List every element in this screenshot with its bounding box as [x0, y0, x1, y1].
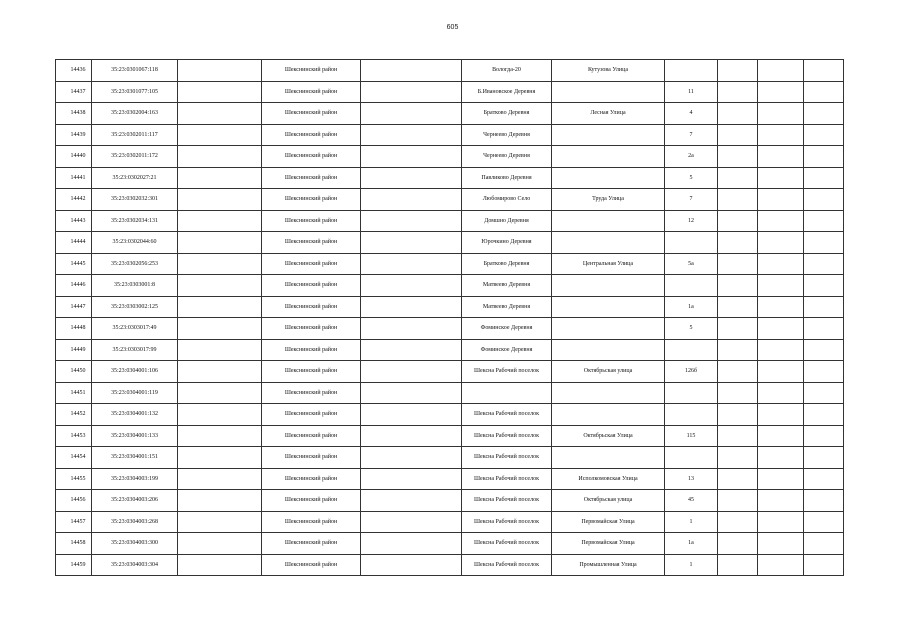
row-number-cell: 14440 [56, 146, 92, 168]
house-number-cell: 115 [665, 425, 718, 447]
cadastral-number-cell: 35:23:0304003:206 [92, 490, 178, 512]
district-cell: Шекснинский район [262, 146, 361, 168]
district-cell: Шекснинский район [262, 253, 361, 275]
empty-cell [361, 275, 462, 297]
table-row [56, 253, 844, 275]
empty-cell [804, 468, 844, 490]
table-row [56, 533, 844, 555]
table-row [56, 232, 844, 254]
empty-cell [758, 490, 804, 512]
empty-cell [804, 103, 844, 125]
empty-cell [804, 447, 844, 469]
empty-cell [178, 275, 262, 297]
house-number-cell: 13 [665, 468, 718, 490]
table-row [56, 189, 844, 211]
empty-cell [718, 490, 758, 512]
table-row [56, 318, 844, 340]
empty-cell [804, 533, 844, 555]
empty-cell [178, 253, 262, 275]
empty-cell [758, 81, 804, 103]
district-cell: Шекснинский район [262, 167, 361, 189]
row-number-cell: 14438 [56, 103, 92, 125]
row-number-cell: 14458 [56, 533, 92, 555]
empty-cell [178, 339, 262, 361]
row-number-cell: 14456 [56, 490, 92, 512]
empty-cell [178, 167, 262, 189]
table-row [56, 81, 844, 103]
table-row [56, 167, 844, 189]
cadastral-number-cell: 35:23:0302027:21 [92, 167, 178, 189]
cadastral-number-cell: 35:23:0304003:300 [92, 533, 178, 555]
empty-cell [178, 124, 262, 146]
empty-cell [178, 210, 262, 232]
row-number-cell: 14442 [56, 189, 92, 211]
empty-cell [804, 210, 844, 232]
table-row [56, 468, 844, 490]
empty-cell [804, 253, 844, 275]
empty-cell [758, 60, 804, 82]
district-cell: Шекснинский район [262, 361, 361, 383]
empty-cell [758, 296, 804, 318]
empty-cell [804, 361, 844, 383]
empty-cell [178, 468, 262, 490]
empty-cell [804, 404, 844, 426]
locality-cell: Домшно Деревня [462, 210, 552, 232]
empty-cell [718, 253, 758, 275]
empty-cell [758, 468, 804, 490]
street-cell: Центральная Улица [552, 253, 665, 275]
district-cell: Шекснинский район [262, 318, 361, 340]
empty-cell [361, 210, 462, 232]
row-number-cell: 14455 [56, 468, 92, 490]
table-row [56, 511, 844, 533]
locality-cell: Шексна Рабочий поселок [462, 425, 552, 447]
empty-cell [804, 511, 844, 533]
empty-cell [361, 404, 462, 426]
cadastral-number-cell: 35:23:0302034:131 [92, 210, 178, 232]
empty-cell [804, 296, 844, 318]
empty-cell [804, 382, 844, 404]
empty-cell [804, 554, 844, 576]
empty-cell [758, 361, 804, 383]
row-number-cell: 14453 [56, 425, 92, 447]
empty-cell [361, 296, 462, 318]
locality-cell: Братково Деревня [462, 103, 552, 125]
empty-cell [718, 232, 758, 254]
empty-cell [718, 404, 758, 426]
street-cell: Октябрьская улица [552, 490, 665, 512]
table-row [56, 103, 844, 125]
district-cell: Шекснинский район [262, 60, 361, 82]
district-cell: Шекснинский район [262, 339, 361, 361]
house-number-cell: 1а [665, 533, 718, 555]
locality-cell: Шексна Рабочий поселок [462, 511, 552, 533]
row-number-cell: 14445 [56, 253, 92, 275]
locality-cell: Чернеево Деревня [462, 124, 552, 146]
street-cell [552, 167, 665, 189]
locality-cell: Шексна Рабочий поселок [462, 533, 552, 555]
empty-cell [804, 60, 844, 82]
row-number-cell: 14436 [56, 60, 92, 82]
street-cell: Октябрьская Улица [552, 425, 665, 447]
house-number-cell: 5 [665, 318, 718, 340]
district-cell: Шекснинский район [262, 382, 361, 404]
cadastral-number-cell: 35:23:0304001:151 [92, 447, 178, 469]
cadastral-number-cell: 35:23:0304003:304 [92, 554, 178, 576]
district-cell: Шекснинский район [262, 210, 361, 232]
empty-cell [718, 103, 758, 125]
row-number-cell: 14439 [56, 124, 92, 146]
empty-cell [718, 382, 758, 404]
empty-cell [804, 167, 844, 189]
empty-cell [178, 490, 262, 512]
empty-cell [361, 533, 462, 555]
empty-cell [758, 447, 804, 469]
street-cell [552, 146, 665, 168]
locality-cell: Б.Ивановское Деревня [462, 81, 552, 103]
empty-cell [758, 146, 804, 168]
empty-cell [361, 361, 462, 383]
district-cell: Шекснинский район [262, 296, 361, 318]
empty-cell [758, 167, 804, 189]
row-number-cell: 14457 [56, 511, 92, 533]
house-number-cell [665, 382, 718, 404]
street-cell [552, 296, 665, 318]
empty-cell [804, 232, 844, 254]
row-number-cell: 14454 [56, 447, 92, 469]
cadastral-number-cell: 35:23:0303002:125 [92, 296, 178, 318]
empty-cell [758, 210, 804, 232]
empty-cell [804, 425, 844, 447]
empty-cell [178, 533, 262, 555]
empty-cell [758, 318, 804, 340]
house-number-cell: 45 [665, 490, 718, 512]
row-number-cell: 14437 [56, 81, 92, 103]
street-cell [552, 210, 665, 232]
empty-cell [361, 490, 462, 512]
empty-cell [804, 189, 844, 211]
house-number-cell [665, 339, 718, 361]
house-number-cell [665, 404, 718, 426]
empty-cell [361, 232, 462, 254]
table-row [56, 361, 844, 383]
house-number-cell: 2а [665, 146, 718, 168]
table-row [56, 124, 844, 146]
empty-cell [718, 60, 758, 82]
locality-cell [462, 382, 552, 404]
empty-cell [804, 490, 844, 512]
house-number-cell: 1а [665, 296, 718, 318]
house-number-cell [665, 275, 718, 297]
street-cell: Лесная Улица [552, 103, 665, 125]
house-number-cell: 1 [665, 511, 718, 533]
empty-cell [758, 189, 804, 211]
empty-cell [718, 361, 758, 383]
cadastral-number-cell: 35:23:0301067:118 [92, 60, 178, 82]
empty-cell [361, 189, 462, 211]
district-cell: Шекснинский район [262, 468, 361, 490]
street-cell: Труда Улица [552, 189, 665, 211]
empty-cell [804, 275, 844, 297]
row-number-cell: 14451 [56, 382, 92, 404]
street-cell: Исполкомовская Улица [552, 468, 665, 490]
empty-cell [178, 296, 262, 318]
street-cell [552, 124, 665, 146]
house-number-cell: 7 [665, 124, 718, 146]
empty-cell [178, 60, 262, 82]
house-number-cell [665, 232, 718, 254]
empty-cell [758, 232, 804, 254]
locality-cell: Юрочкино Деревня [462, 232, 552, 254]
cadastral-number-cell: 35:23:0302044:60 [92, 232, 178, 254]
empty-cell [178, 103, 262, 125]
house-number-cell: 126б [665, 361, 718, 383]
row-number-cell: 14452 [56, 404, 92, 426]
empty-cell [361, 468, 462, 490]
cadastral-number-cell: 35:23:0302011:172 [92, 146, 178, 168]
empty-cell [178, 382, 262, 404]
empty-cell [758, 103, 804, 125]
district-cell: Шекснинский район [262, 124, 361, 146]
street-cell [552, 339, 665, 361]
table-row [56, 425, 844, 447]
empty-cell [718, 533, 758, 555]
house-number-cell: 1 [665, 554, 718, 576]
cadastral-number-cell: 35:23:0304003:268 [92, 511, 178, 533]
locality-cell: Любомирово Село [462, 189, 552, 211]
locality-cell: Шексна Рабочий поселок [462, 554, 552, 576]
cadastral-number-cell: 35:23:0304001:119 [92, 382, 178, 404]
street-cell [552, 275, 665, 297]
empty-cell [718, 318, 758, 340]
table-row [56, 404, 844, 426]
empty-cell [758, 404, 804, 426]
street-cell: Промышленная Улица [552, 554, 665, 576]
district-cell: Шекснинский район [262, 81, 361, 103]
locality-cell: Шексна Рабочий поселок [462, 447, 552, 469]
locality-cell: Шексна Рабочий поселок [462, 404, 552, 426]
empty-cell [758, 253, 804, 275]
locality-cell: Шексна Рабочий поселок [462, 490, 552, 512]
registry-table [55, 59, 844, 576]
district-cell: Шекснинский район [262, 511, 361, 533]
empty-cell [718, 339, 758, 361]
empty-cell [178, 81, 262, 103]
row-number-cell: 14444 [56, 232, 92, 254]
empty-cell [804, 318, 844, 340]
street-cell: Октябрьская улица [552, 361, 665, 383]
street-cell [552, 382, 665, 404]
row-number-cell: 14459 [56, 554, 92, 576]
district-cell: Шекснинский район [262, 103, 361, 125]
table-row [56, 490, 844, 512]
house-number-cell [665, 60, 718, 82]
street-cell: Первомайская Улица [552, 511, 665, 533]
house-number-cell: 11 [665, 81, 718, 103]
table-row [56, 554, 844, 576]
cadastral-number-cell: 35:23:0303001:8 [92, 275, 178, 297]
empty-cell [718, 210, 758, 232]
street-cell: Первомайская Улица [552, 533, 665, 555]
empty-cell [361, 253, 462, 275]
district-cell: Шекснинский район [262, 425, 361, 447]
row-number-cell: 14447 [56, 296, 92, 318]
district-cell: Шекснинский район [262, 275, 361, 297]
empty-cell [758, 382, 804, 404]
locality-cell: Фоминское Деревня [462, 339, 552, 361]
table-row [56, 296, 844, 318]
empty-cell [178, 511, 262, 533]
house-number-cell: 4 [665, 103, 718, 125]
empty-cell [804, 124, 844, 146]
empty-cell [178, 554, 262, 576]
empty-cell [178, 447, 262, 469]
cadastral-number-cell: 35:23:0304003:199 [92, 468, 178, 490]
empty-cell [718, 189, 758, 211]
empty-cell [718, 275, 758, 297]
cadastral-number-cell: 35:23:0301077:105 [92, 81, 178, 103]
cadastral-number-cell: 35:23:0304001:133 [92, 425, 178, 447]
cadastral-number-cell: 35:23:0302004:163 [92, 103, 178, 125]
empty-cell [718, 146, 758, 168]
empty-cell [804, 339, 844, 361]
empty-cell [804, 81, 844, 103]
cadastral-number-cell: 35:23:0304001:106 [92, 361, 178, 383]
empty-cell [361, 425, 462, 447]
empty-cell [718, 296, 758, 318]
empty-cell [718, 554, 758, 576]
empty-cell [361, 81, 462, 103]
locality-cell: Шексна Рабочий поселок [462, 361, 552, 383]
street-cell [552, 404, 665, 426]
row-number-cell: 14441 [56, 167, 92, 189]
empty-cell [361, 554, 462, 576]
empty-cell [758, 554, 804, 576]
page-number: 605 [446, 24, 459, 31]
table-row [56, 210, 844, 232]
empty-cell [361, 103, 462, 125]
locality-cell: Братково Деревня [462, 253, 552, 275]
locality-cell: Матвеево Деревня [462, 296, 552, 318]
empty-cell [804, 146, 844, 168]
district-cell: Шекснинский район [262, 447, 361, 469]
house-number-cell: 12 [665, 210, 718, 232]
empty-cell [361, 60, 462, 82]
empty-cell [718, 511, 758, 533]
locality-cell: Чернеево Деревня [462, 146, 552, 168]
district-cell: Шекснинский район [262, 404, 361, 426]
empty-cell [758, 124, 804, 146]
empty-cell [758, 275, 804, 297]
street-cell [552, 318, 665, 340]
cadastral-number-cell: 35:23:0302056:253 [92, 253, 178, 275]
empty-cell [361, 511, 462, 533]
table-row [56, 382, 844, 404]
cadastral-number-cell: 35:23:0303017:49 [92, 318, 178, 340]
table-row [56, 447, 844, 469]
empty-cell [718, 425, 758, 447]
table-row [56, 339, 844, 361]
empty-cell [718, 167, 758, 189]
locality-cell: Павликово Деревня [462, 167, 552, 189]
empty-cell [361, 318, 462, 340]
cadastral-number-cell: 35:23:0302032:301 [92, 189, 178, 211]
empty-cell [718, 124, 758, 146]
row-number-cell: 14448 [56, 318, 92, 340]
table-row [56, 60, 844, 82]
empty-cell [178, 189, 262, 211]
street-cell [552, 81, 665, 103]
empty-cell [758, 339, 804, 361]
empty-cell [361, 146, 462, 168]
row-number-cell: 14449 [56, 339, 92, 361]
district-cell: Шекснинский район [262, 189, 361, 211]
row-number-cell: 14450 [56, 361, 92, 383]
empty-cell [361, 382, 462, 404]
table-row [56, 275, 844, 297]
house-number-cell: 5 [665, 167, 718, 189]
empty-cell [178, 318, 262, 340]
empty-cell [718, 447, 758, 469]
empty-cell [758, 425, 804, 447]
street-cell [552, 447, 665, 469]
district-cell: Шекснинский район [262, 232, 361, 254]
empty-cell [758, 533, 804, 555]
house-number-cell: 5а [665, 253, 718, 275]
empty-cell [178, 425, 262, 447]
house-number-cell: 7 [665, 189, 718, 211]
cadastral-number-cell: 35:23:0302011:117 [92, 124, 178, 146]
district-cell: Шекснинский район [262, 490, 361, 512]
locality-cell: Шексна Рабочий поселок [462, 468, 552, 490]
empty-cell [178, 404, 262, 426]
locality-cell: Фоминское Деревня [462, 318, 552, 340]
empty-cell [178, 361, 262, 383]
row-number-cell: 14443 [56, 210, 92, 232]
table-row [56, 146, 844, 168]
cadastral-number-cell: 35:23:0304001:132 [92, 404, 178, 426]
empty-cell [361, 167, 462, 189]
house-number-cell [665, 447, 718, 469]
street-cell: Кутузова Улица [552, 60, 665, 82]
district-cell: Шекснинский район [262, 554, 361, 576]
row-number-cell: 14446 [56, 275, 92, 297]
empty-cell [361, 124, 462, 146]
empty-cell [758, 511, 804, 533]
locality-cell: Вологда-20 [462, 60, 552, 82]
cadastral-number-cell: 35:23:0303017:99 [92, 339, 178, 361]
empty-cell [178, 232, 262, 254]
empty-cell [178, 146, 262, 168]
street-cell [552, 232, 665, 254]
empty-cell [718, 81, 758, 103]
district-cell: Шекснинский район [262, 533, 361, 555]
empty-cell [361, 339, 462, 361]
empty-cell [361, 447, 462, 469]
empty-cell [718, 468, 758, 490]
locality-cell: Матвеево Деревня [462, 275, 552, 297]
